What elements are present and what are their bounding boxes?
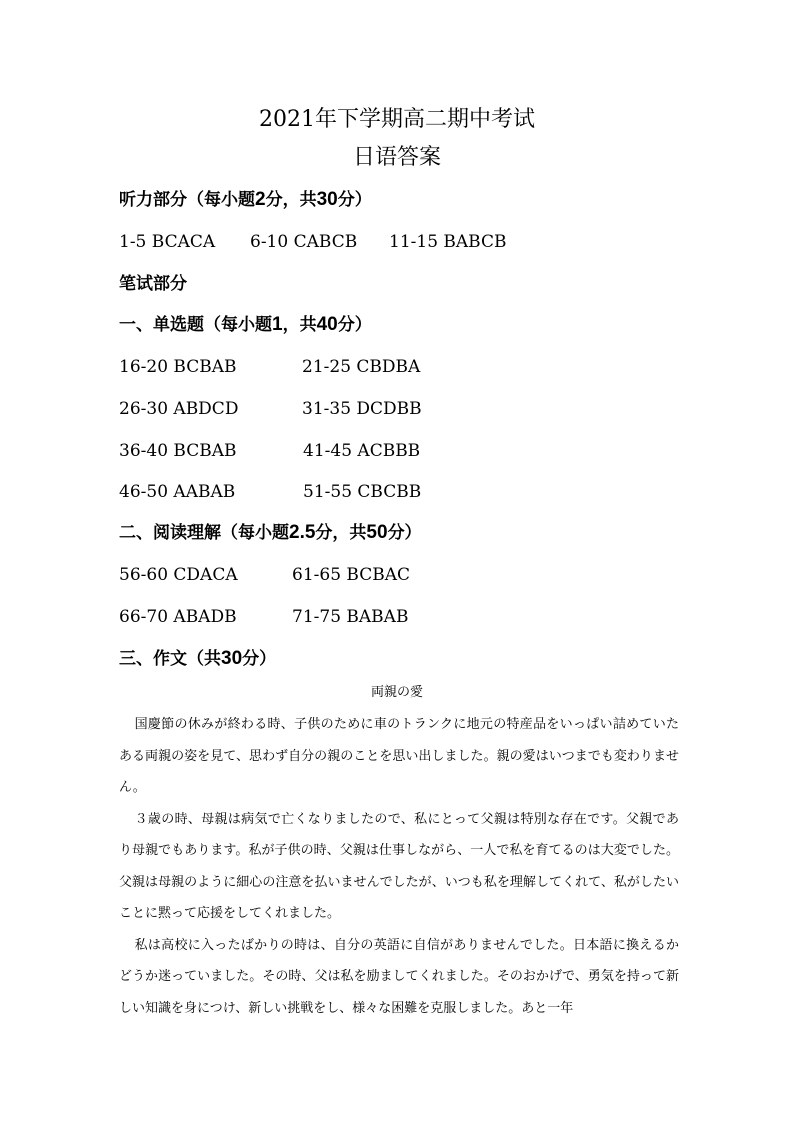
listening-heading-mid: 分，共: [265, 190, 317, 210]
section2-heading-mid: 分，共: [315, 523, 367, 543]
answer-group: 56-60 CDACA: [119, 565, 238, 585]
answer-group: 16-20 BCBAB: [119, 357, 237, 377]
answer-group: 61-65 BCBAC: [292, 565, 411, 585]
section2-heading-prefix: 二、阅读理解（每小题: [119, 523, 289, 543]
essay-paragraph: 国慶節の休みが終わる時、子供のために車のトランクに地元の特産品をいっぱい詰めていたある両親の姿を見て、思わず自分の親のことを思い出しました。親の愛はいつまでも変わりません。: [119, 717, 679, 795]
section1-heading-suffix: 分）: [337, 315, 372, 335]
written-heading: 笔试部分: [119, 274, 187, 294]
answer-group: 31-35 DCDBB: [302, 399, 422, 419]
listening-heading-total: 30: [316, 189, 338, 210]
section1-heading-points: 1: [272, 314, 283, 335]
section3-heading: [119, 647, 276, 671]
answer-group: 1-5 BCACA: [119, 232, 216, 252]
answer-group: 26-30 ABDCD: [119, 399, 239, 419]
section2-heading-total: 50: [366, 522, 388, 543]
answer-group: 71-75 BABAB: [292, 607, 409, 627]
section1-heading: [119, 313, 372, 337]
essay-body: [119, 709, 679, 1024]
section1-heading-prefix: 一、单选题（每小题: [119, 315, 272, 335]
answer-group: 66-70 ABADB: [119, 607, 237, 627]
listening-heading-points: 2: [255, 189, 266, 210]
essay-title: 両親の愛: [370, 685, 423, 700]
answer-group: 11-15 BABCB: [389, 232, 507, 252]
answer-group: 41-45 ACBBB: [303, 441, 421, 461]
exam-title: 2021年下学期高二期中考试: [259, 107, 535, 132]
section3-heading-total: 30: [221, 648, 243, 669]
section3-heading-prefix: 三、作文（共: [119, 649, 221, 669]
answer-group: 21-25 CBDBA: [302, 357, 421, 377]
section2-heading: [119, 521, 422, 545]
essay-paragraph: 私は高校に入ったばかりの時は、自分の英語に自信がありませんでした。日本語に換えるかどうか迷っていました。その時、父は私を励ましてくれました。そのおかげで、勇気を持って新しい知識を身につけ、新しい挑戦をし、様々な困難を克服しました。あと一年: [119, 937, 679, 1016]
listening-heading: [119, 188, 372, 212]
exam-subtitle: 日语答案: [352, 145, 441, 170]
listening-heading-suffix: 分）: [337, 190, 372, 210]
answer-group: 36-40 BCBAB: [119, 441, 237, 461]
section1-heading-mid: ，共: [282, 315, 317, 335]
section2-heading-suffix: 分）: [387, 523, 422, 543]
essay-paragraph: ３歳の時、母親は病気で亡くなりましたので、私にとって父親は特別な存在です。父親であり母親でもあります。私が子供の時、父親は仕事しながら、一人で私を育てるのは大変でした。父親は母親のように細心の注意を払いませんでしたが、いつも私を理解してくれて、私がしたいことに黙って応援をしてくれました。: [119, 811, 679, 921]
answer-group: 6-10 CABCB: [250, 232, 358, 252]
section2-heading-points: 2.5: [289, 522, 316, 543]
answer-group: 51-55 CBCBB: [303, 482, 422, 502]
listening-heading-prefix: 听力部分（每小题: [119, 190, 255, 210]
section3-heading-suffix: 分）: [242, 649, 277, 669]
section1-heading-total: 40: [316, 314, 338, 335]
answer-group: 46-50 AABAB: [119, 482, 236, 502]
